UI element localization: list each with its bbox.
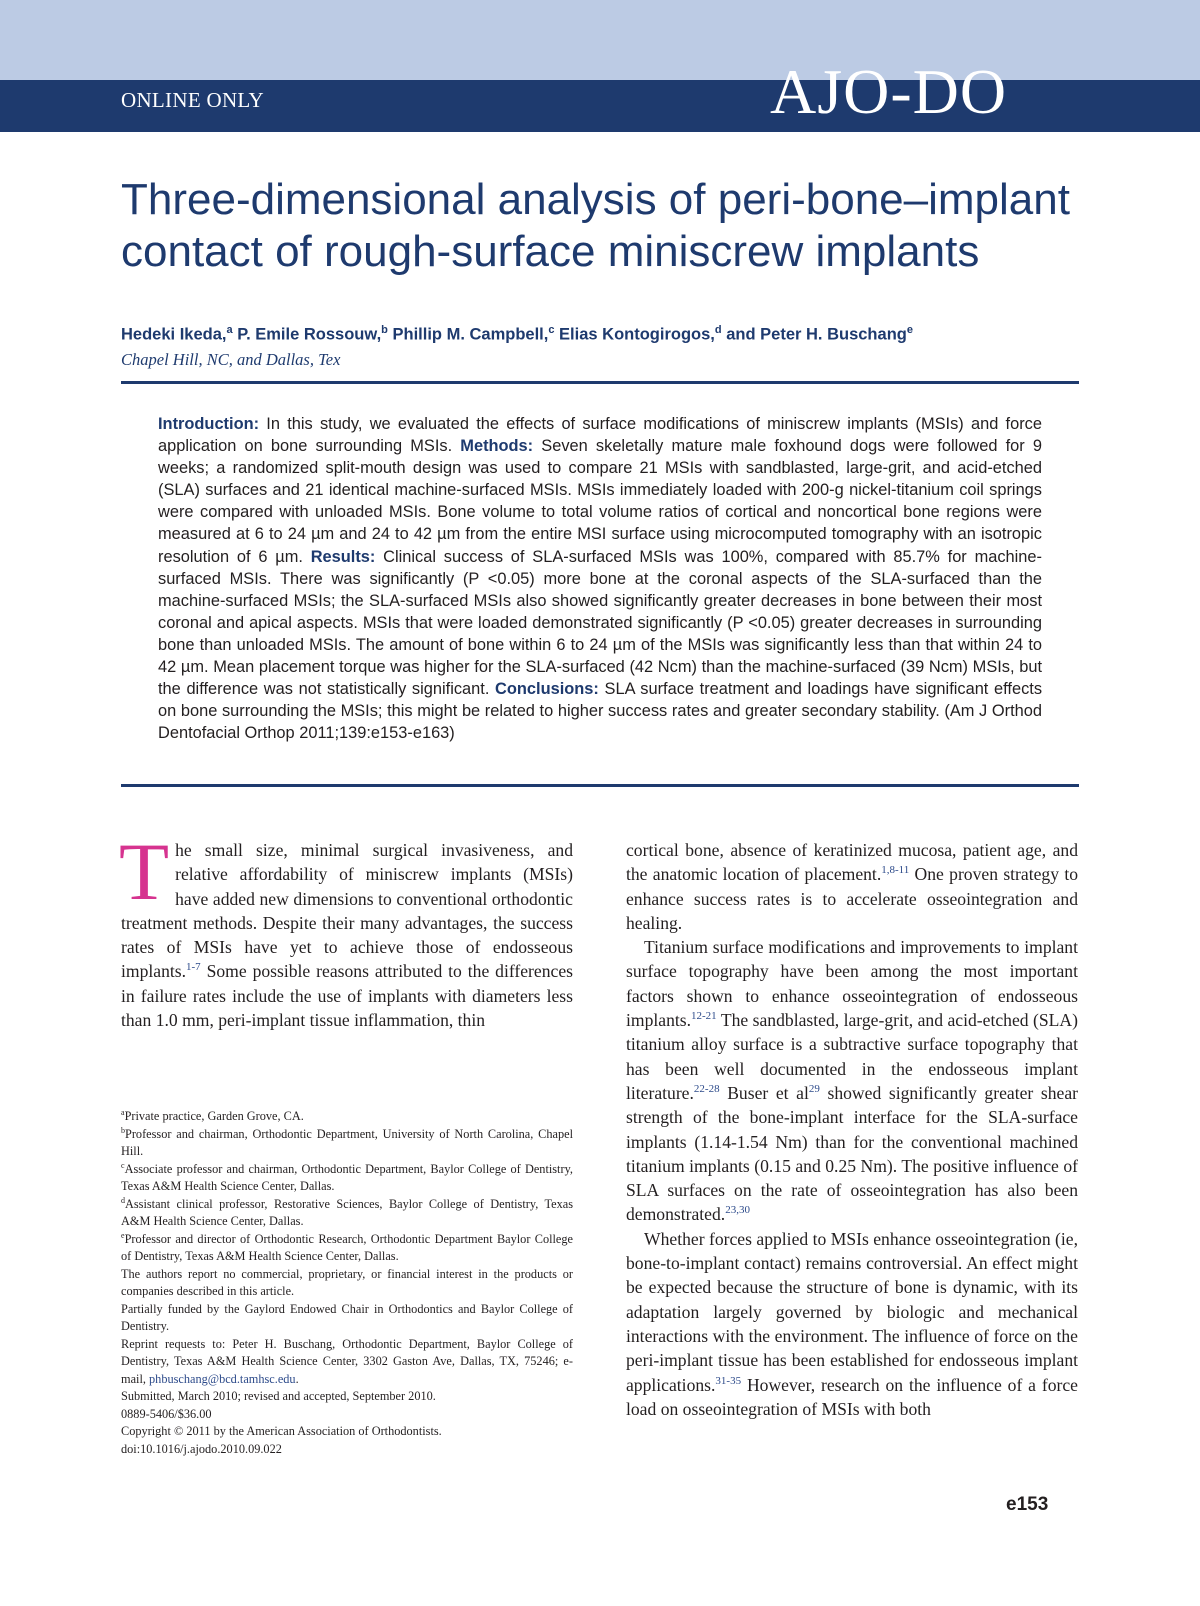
abstract-methods-text: Seven skeletally mature male foxhound dogs were followed for 9 weeks; a randomized split-mouth design was used to compare 21 MSIs with sandblasted, large-grit, and acid-etched (SLA) surfaces and 21 identical machine-surfaced MSIs. MSIs immediately loaded with 200-g nickel-titanium coil springs were compared with unloaded MSIs. Bone volume to total volume ratios of cortical and noncortical bone regions were measured at 6 to 24 µm and 24 to 42 µm from the entire MSI surface using microcomputed tomography with an isotropic resolution of 6 µm.	[158, 437, 1042, 566]
author-name: Elias Kontogirogos,	[554, 325, 715, 344]
abstract	[158, 413, 1042, 744]
author-name: and Peter H. Buschang	[721, 325, 907, 344]
abstract-introduction-text: In this study, we evaluated the effects of surface modifications of miniscrew implants (MSIs) and force application on bone surrounding MSIs.	[158, 415, 1042, 456]
paragraph-text: Buser et al	[719, 1082, 809, 1103]
body-paragraph	[626, 838, 1078, 935]
author-affiliation-mark: d	[714, 324, 722, 336]
footnote-mark: b	[121, 1125, 125, 1135]
paragraph-text: Titanium surface modifications and improvements to implant surface topography have been among the most important factors shown to enhance osseointegration of endosseous implants.	[626, 937, 1078, 1031]
online-only-label: ONLINE ONLY	[121, 88, 264, 112]
reference-link[interactable]: 12-21	[691, 1010, 717, 1023]
author-affiliation-mark: c	[548, 324, 555, 336]
footnote-text: Professor and director of Orthodontic Research, Orthodontic Department Baylor College of Dentistry, Texas A&M Health Science Center, Dallas.	[121, 1231, 573, 1263]
author-affiliation-mark: a	[226, 324, 233, 336]
abstract-results-label: Results:	[310, 547, 376, 566]
footnote-text: Private practice, Garden Grove, CA.	[124, 1109, 304, 1123]
body-paragraph	[626, 935, 1078, 1227]
footnote-text: Associate professor and chairman, Orthodontic Department, Baylor College of Dentistry, Texas A&M Health Science Center, Dallas.	[121, 1161, 573, 1193]
footnote-affiliation-e	[121, 1231, 573, 1266]
footnote-affiliation-d	[121, 1196, 573, 1231]
abstract-conclusions-text: SLA surface treatment and loadings have significant effects on bone surrounding the MSIs; this might be related to higher success rates and greater secondary stability. (Am J Orthod Dentofacial Orthop 2011;139:e153-e163)	[158, 680, 1043, 743]
article-title: Three-dimensional analysis of peri-bone–implant contact of rough-surface miniscrew implants	[121, 175, 1070, 276]
reference-link[interactable]: 22-28	[693, 1083, 720, 1096]
footnote-mark: e	[121, 1230, 125, 1240]
paragraph-text: showed significantly greater shear strength of the bone-implant interface for the SLA-surface implants (1.14-1.54 Nm) than for the conventional machined titanium implants (0.15 and 0.25 Nm). The positive influence of SLA surfaces on the rate of osseointegration has also been demonstrated.	[626, 1082, 1078, 1225]
abstract-conclusions-label: Conclusions:	[495, 680, 599, 699]
footnote-mark: a	[121, 1107, 125, 1117]
footnote-affiliation-a	[121, 1108, 573, 1126]
footnote-text: Professor and chairman, Orthodontic Department, University of North Carolina, Chapel Hill.	[121, 1126, 573, 1158]
author-affiliation-mark: b	[381, 324, 388, 336]
reference-link[interactable]: 31-35	[715, 1374, 742, 1387]
author-name: P. Emile Rossouw,	[232, 325, 382, 344]
reference-link[interactable]: 29	[808, 1083, 820, 1096]
footnote-text: Reprint requests to: Peter H. Buschang, Orthodontic Department, Baylor College of Dentistry, Texas A&M Health Science Center, 3302 Gaston Ave, Dallas, TX, 75246; e-mail,	[121, 1336, 573, 1386]
footnote-affiliation-c	[121, 1161, 573, 1196]
author-name: Hedeki Ikeda,	[121, 325, 227, 344]
page-number: e153	[1006, 1494, 1049, 1515]
body-paragraph	[626, 1227, 1078, 1421]
paragraph-text: he small size, minimal surgical invasiveness, and relative affordability of miniscrew implants (MSIs) have added new dimensions to conventional orthodontic treatment methods. Despite their many advantages, the success rates of MSIs have yet to achieve those of endosseous implants.	[121, 840, 573, 982]
paragraph-text: The sandblasted, large-grit, and acid-etched (SLA) titanium alloy surface is a subtractive surface topography that has been well documented in the endosseous implant literature.	[626, 1010, 1078, 1103]
reference-link[interactable]: 1,8-11	[881, 864, 910, 877]
header-band	[0, 0, 1200, 80]
abstract-methods-label: Methods:	[460, 437, 534, 456]
paragraph-text: Whether forces applied to MSIs enhance osseointegration (ie, bone-to-implant contact) remains controversial. An effect might be expected because the structure of bone is dynamic, with its adaptation largely governed by biologic and mechanical interactions with the environment. The influence of force on the peri-implant tissue has been established for endosseous implant applications.	[626, 1228, 1078, 1395]
drop-cap: T	[119, 826, 170, 917]
journal-logo: AJO-DO	[770, 56, 1008, 127]
author-location: Chapel Hill, NC, and Dallas, Tex	[121, 350, 341, 369]
body-paragraph	[119, 826, 573, 1032]
footnote-issn: 0889-5406/$36.00	[121, 1406, 212, 1421]
footnote-text: .	[295, 1371, 299, 1386]
paragraph-text: One proven strategy to enhance success rates is to accelerate osseointegration and healing.	[626, 864, 1078, 933]
body-column-left	[119, 826, 573, 1032]
abstract-bottom-rule	[121, 784, 1079, 787]
paragraph-text: Some possible reasons attributed to the differences in failure rates include the use of implants with diameters less than 1.0 mm, peri-implant tissue inflammation, thin	[121, 961, 573, 1031]
footnote-mark: c	[121, 1160, 125, 1170]
abstract-results-text: Clinical success of SLA-surfaced MSIs was 100%, compared with 85.7% for machine-surfaced MSIs. There was significantly (P <0.05) more bone at the coronal aspects of the SLA-surfaced than the machine-surfaced MSIs; the SLA-surfaced MSIs also showed significantly greater decreases in bone between their most coronal and apical aspects. MSIs that were loaded demonstrated significantly (P <0.05) greater decreases in surrounding bone than unloaded MSIs. The amount of bone within 6 to 24 µm of the MSIs was significantly less than that within 24 to 42 µm. Mean placement torque was higher for the SLA-surfaced (42 Ncm) than the machine-surfaced (39 Ncm) MSIs, but the difference was not statistically significant.	[158, 547, 1042, 699]
author-affiliation-mark: e	[906, 324, 913, 336]
footnote-copyright: Copyright © 2011 by the American Association of Orthodontists.	[121, 1424, 442, 1438]
footnotes	[121, 1108, 573, 1458]
body-column-right	[626, 838, 1078, 1421]
reference-link[interactable]: 23,30	[725, 1204, 750, 1217]
reference-link[interactable]: 1-7	[186, 961, 201, 974]
footnote-reprint	[121, 1336, 573, 1389]
footnote-affiliation-b	[121, 1126, 573, 1161]
abstract-introduction-label: Introduction:	[158, 415, 260, 433]
abstract-top-rule	[121, 381, 1079, 384]
author-name: Phillip M. Campbell,	[387, 325, 549, 344]
footnote-doi[interactable]: doi:10.1016/j.ajodo.2010.09.022	[121, 1441, 282, 1456]
email-link[interactable]: phbuschang@bcd.tamhsc.edu	[149, 1371, 296, 1386]
author-list	[121, 324, 1101, 345]
paragraph-text: cortical bone, absence of keratinized mucosa, patient age, and the anatomic location of placement.	[626, 840, 1078, 885]
paragraph-text: However, research on the influence of a force load on osseointegration of MSIs with both	[626, 1374, 1078, 1419]
footnote-text: Assistant clinical professor, Restorative Sciences, Baylor College of Dentistry, Texas A&M Health Science Center, Dallas.	[121, 1196, 573, 1228]
footnote-funding: Partially funded by the Gaylord Endowed Chair in Orthodontics and Baylor College of Dentistry.	[121, 1301, 573, 1333]
footnote-disclosure: The authors report no commercial, proprietary, or financial interest in the products or companies described in this article.	[121, 1266, 573, 1298]
footnote-submitted: Submitted, March 2010; revised and accepted, September 2010.	[121, 1389, 436, 1403]
footnote-mark: d	[121, 1195, 125, 1205]
